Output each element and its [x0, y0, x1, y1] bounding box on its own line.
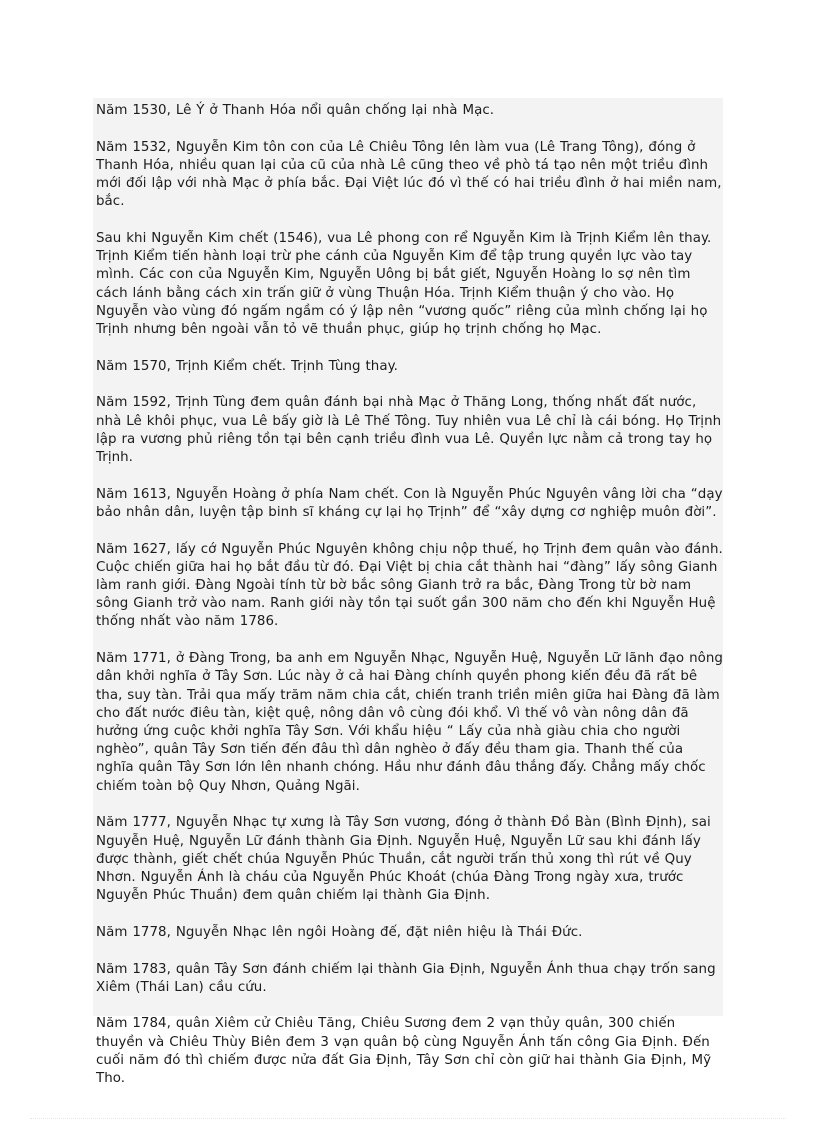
paragraph-1570: Năm 1570, Trịnh Kiểm chết. Trịnh Tùng thay.	[96, 358, 398, 374]
paragraph-1777: Năm 1777, Nguyễn Nhạc tự xưng là Tây Sơn vương, đóng ở thành Đồ Bàn (Bình Định), sai Nguyễn Huệ, Nguyễn Lữ đánh thành Gia Định. Nguyễn Huệ, Nguyễn Lữ sau khi đánh lấy được thành, giết chết chúa Nguyễn Phúc Thuần, cắt người trấn thủ xong thì rút về Quy Nhơn. Nguyễn Ánh là cháu của Nguyễn Phúc Khoát (chúa Đàng Trong ngày xưa, trước Nguyễn Phúc Thuần) đem quân chiếm lại thành Gia Định.	[96, 815, 711, 904]
document-body	[93, 98, 723, 1087]
paragraph-1592: Năm 1592, Trịnh Tùng đem quân đánh bại nhà Mạc ở Thăng Long, thống nhất đất nước, nhà Lê khôi phục, vua Lê bấy giờ là Lê Thế Tông. Tuy nhiên vua Lê chỉ là cái bóng. Họ Trịnh lập ra vương phủ riêng tồn tại bên cạnh triều đình vua Lê. Quyền lực nằm cả trong tay họ Trịnh.	[96, 395, 722, 466]
paragraph-1530: Năm 1530, Lê Ý ở Thanh Hóa nổi quân chống lại nhà Mạc.	[96, 103, 495, 118]
paragraph-1613: Năm 1613, Nguyễn Hoàng ở phía Nam chết. Con là Nguyễn Phúc Nguyên vâng lời cha “dạy bảo nhân dân, luyện tập binh sĩ kháng cự lại họ Trịnh” để “xây dựng cơ nghiệp muôn đời”.	[96, 486, 723, 520]
page-bottom-divider	[30, 1118, 786, 1119]
paragraph-1627: Năm 1627, lấy cớ Nguyễn Phúc Nguyên không chịu nộp thuế, họ Trịnh đem quân vào đánh. Cuộc chiến giữa hai họ bắt đầu từ đó. Đại Việt bị chia cắt thành hai “đàng” lấy sông Gianh làm ranh giới. Đàng Ngoài tính từ bờ bắc sông Gianh trở ra bắc, Đàng Trong từ bờ nam sông Gianh trở vào nam. Ranh giới này tồn tại suốt gần 300 năm cho đến khi Nguyễn Huệ thống nhất vào năm 1786.	[96, 541, 723, 630]
paragraph-1771: Năm 1771, ở Đàng Trong, ba anh em Nguyễn Nhạc, Nguyễn Huệ, Nguyễn Lữ lãnh đạo nông dân khởi nghĩa ở Tây Sơn. Lúc này ở cả hai Đàng chính quyền phong kiến đều đã rất bê tha, suy tàn. Trải qua mấy trăm năm chia cắt, chiến tranh triền miên giữa hai Đàng đã làm cho đất nước điêu tàn, kiệt quệ, nông dân vô cùng đói khổ. Vì thế vô vàn nông dân đã hưởng ứng cuộc khởi nghĩa Tây Sơn. Với khẩu hiệu “ Lấy của nhà giàu chia cho người nghèo”, quân Tây Sơn tiến đến đâu thì dân nghèo ở đấy đều tham gia. Thanh thế của nghĩa quân Tây Sơn lớn lên nhanh chóng. Hầu như đánh đâu thắng đấy. Chẳng mấy chốc chiếm toàn bộ Quy Nhơn, Quảng Ngãi.	[96, 651, 723, 794]
paragraph-1783: Năm 1783, quân Tây Sơn đánh chiếm lại thành Gia Định, Nguyễn Ánh thua chạy trốn sang Xiêm (Thái Lan) cầu cứu.	[96, 961, 716, 995]
paragraph-1778: Năm 1778, Nguyễn Nhạc lên ngôi Hoàng đế, đặt niên hiệu là Thái Đức.	[96, 924, 583, 940]
paragraph-1546: Sau khi Nguyễn Kim chết (1546), vua Lê phong con rể Nguyễn Kim là Trịnh Kiểm lên thay. Trịnh Kiểm tiến hành loại trừ phe cánh của Nguyễn Kim để tập trung quyền lực vào tay mình. Các con của Nguyễn Kim, Nguyễn Uông bị bắt giết, Nguyễn Hoàng lo sợ nên tìm cách lánh bằng cách xin trấn giữ ở vùng Thuận Hóa. Trịnh Kiểm thuận ý cho vào. Họ Nguyễn vào vùng đó ngấm ngầm có ý lập nên “vương quốc” riêng của mình chống lại họ Trịnh nhưng bên ngoài vẫn tỏ vẽ thuần phục, giúp họ trịnh chống họ Mạc.	[96, 231, 712, 338]
paragraph-1532: Năm 1532, Nguyễn Kim tôn con của Lê Chiêu Tông lên làm vua (Lê Trang Tông), đóng ở Thanh Hóa, nhiều quan lại của cũ của nhà Lê cũng theo về phò tá tạo nên một triều đình mới đối lập với nhà Mạc ở phía bắc. Đại Việt lúc đó vì thế có hai triều đình ở hai miền nam, bắc.	[96, 139, 722, 210]
paragraph-1784: Năm 1784, quân Xiêm cử Chiêu Tăng, Chiêu Sương đem 2 vạn thủy quân, 300 chiến thuyền và Chiêu Thùy Biên đem 3 vạn quân bộ cùng Nguyễn Ánh tấn công Gia Định. Đến cuối năm đó thì chiếm được nửa đất Gia Định, Tây Sơn chỉ còn giữ hai thành Gia Định, Mỹ Tho.	[96, 1016, 712, 1087]
